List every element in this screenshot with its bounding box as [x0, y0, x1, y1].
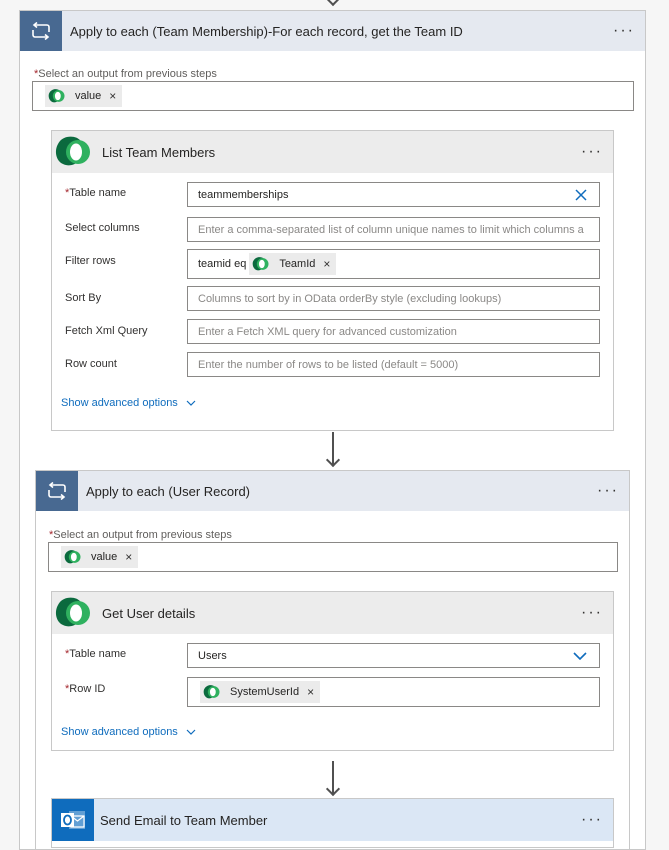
send-email-action: [51, 798, 614, 848]
list-team-members-header[interactable]: [52, 131, 613, 173]
token-remove-icon[interactable]: ×: [125, 550, 133, 564]
get-user-details-header[interactable]: [52, 592, 613, 634]
teamid-token[interactable]: [249, 253, 336, 275]
apply1-more-icon[interactable]: ···: [613, 22, 635, 39]
table-name-value: Users: [198, 649, 227, 662]
show-advanced-options-text: Show advanced options: [61, 726, 178, 738]
value-token[interactable]: [45, 85, 122, 107]
dataverse-icon: [202, 683, 222, 701]
loop-icon: [20, 11, 62, 51]
table-name-label-text: Table name: [69, 187, 127, 199]
list-team-members-more-icon[interactable]: ···: [581, 143, 603, 160]
clear-icon[interactable]: [575, 189, 587, 201]
connector-arrow-top: [325, 0, 345, 8]
apply1-select-label: [34, 68, 217, 80]
send-email-more-icon[interactable]: ···: [581, 811, 603, 828]
apply1-title: Apply to each (Team Membership)-For each record, get the Team ID: [70, 23, 463, 39]
dataverse-icon: [63, 548, 83, 566]
show-advanced-options-link[interactable]: [61, 726, 196, 738]
token-remove-icon[interactable]: ×: [109, 89, 117, 103]
apply1-select-input[interactable]: [32, 81, 634, 111]
send-email-title: Send Email to Team Member: [100, 812, 268, 828]
required-mark: *: [65, 648, 70, 660]
table-name-dropdown[interactable]: [187, 643, 600, 668]
table-name-label: [65, 648, 126, 660]
systemuserid-token-label: SystemUserId: [230, 686, 300, 698]
apply2-more-icon[interactable]: ···: [597, 482, 619, 499]
row-count-input[interactable]: Enter the number of rows to be listed (default = 5000): [187, 352, 600, 377]
systemuserid-token[interactable]: [200, 681, 320, 703]
filter-rows-prefix: teamid eq: [198, 258, 247, 270]
table-name-input[interactable]: [187, 182, 600, 207]
row-id-label-text: Row ID: [69, 683, 106, 695]
token-remove-icon[interactable]: ×: [307, 685, 315, 699]
row-id-label: [65, 683, 105, 695]
apply2-select-input[interactable]: [48, 542, 618, 572]
required-mark: *: [34, 68, 39, 80]
loop-icon: [36, 471, 78, 511]
row-id-input[interactable]: [187, 677, 600, 707]
dataverse-icon: [47, 87, 67, 105]
value-token-label: value: [91, 551, 118, 563]
list-team-members-title: List Team Members: [102, 144, 216, 160]
apply1-header[interactable]: [20, 11, 645, 51]
show-advanced-options-link[interactable]: [61, 397, 196, 409]
get-user-details-title: Get User details: [102, 605, 196, 621]
required-mark: *: [65, 683, 70, 695]
chevron-down-icon: [186, 729, 196, 735]
list-team-members-action: [51, 130, 614, 431]
chevron-down-icon: [186, 400, 196, 406]
value-token-label: value: [75, 90, 102, 102]
fetch-xml-label: Fetch Xml Query: [65, 325, 148, 337]
show-advanced-options-text: Show advanced options: [61, 397, 178, 409]
teamid-token-label: TeamId: [279, 258, 316, 270]
required-mark: *: [49, 529, 54, 541]
dataverse-logo-icon: [52, 131, 96, 173]
sort-by-label: Sort By: [65, 292, 102, 304]
apply2-title: Apply to each (User Record): [86, 483, 251, 499]
fetch-xml-input[interactable]: Enter a Fetch XML query for advanced customization: [187, 319, 600, 344]
table-name-label: [65, 187, 126, 199]
filter-rows-label: Filter rows: [65, 255, 116, 267]
sort-by-input[interactable]: Columns to sort by in OData orderBy style (excluding lookups): [187, 286, 600, 311]
apply1-select-label-text: Select an output from previous steps: [38, 68, 217, 80]
apply2-select-label-text: Select an output from previous steps: [53, 529, 232, 541]
send-email-header[interactable]: [52, 799, 613, 841]
table-name-value: teammemberships: [198, 188, 289, 201]
outlook-icon: [52, 799, 94, 841]
apply2-select-label: [49, 529, 232, 541]
select-columns-label: Select columns: [65, 222, 140, 234]
filter-rows-input[interactable]: [187, 249, 600, 279]
value-token[interactable]: [61, 546, 138, 568]
get-user-details-action: [51, 591, 614, 751]
select-columns-input[interactable]: Enter a comma-separated list of column unique names to limit which columns a: [187, 217, 600, 242]
dataverse-icon: [251, 255, 271, 273]
row-count-label: Row count: [65, 358, 117, 370]
required-mark: *: [65, 187, 70, 199]
token-remove-icon[interactable]: ×: [323, 257, 331, 271]
apply2-header[interactable]: [36, 471, 629, 511]
dataverse-logo-icon: [52, 592, 96, 634]
get-user-details-more-icon[interactable]: ···: [581, 604, 603, 621]
chevron-down-icon[interactable]: [573, 652, 587, 660]
table-name-label-text: Table name: [69, 648, 127, 660]
